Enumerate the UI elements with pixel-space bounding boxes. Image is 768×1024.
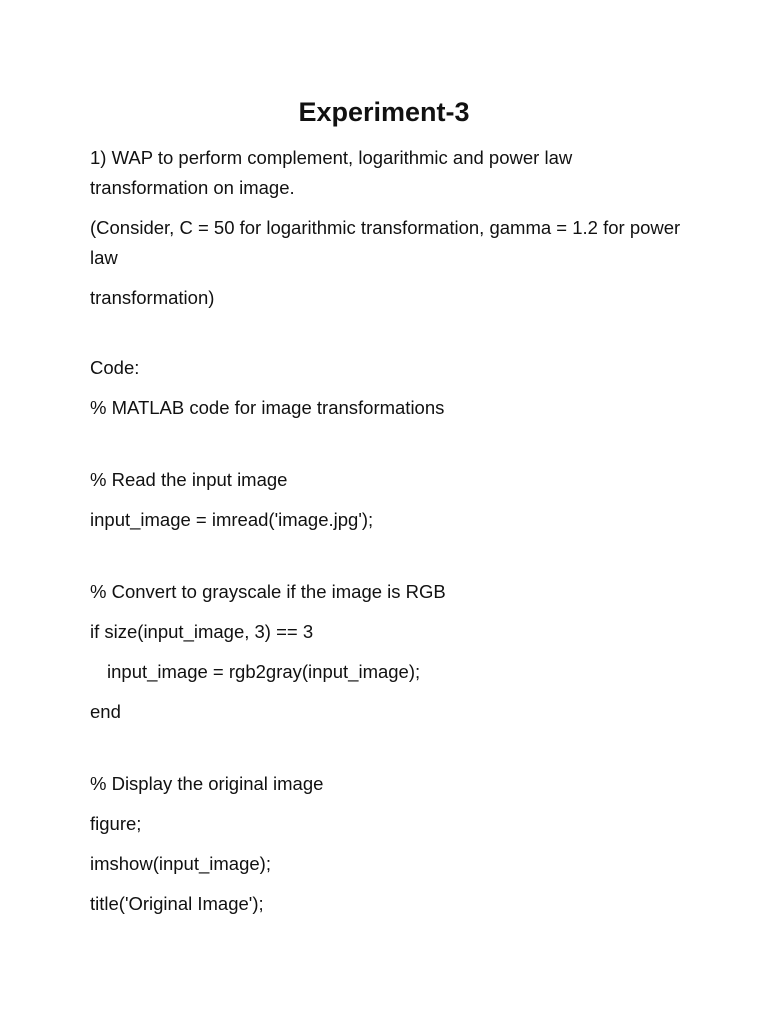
code-line: imshow(input_image); <box>90 853 271 874</box>
code-line: title('Original Image'); <box>90 893 264 914</box>
page-title: Experiment-3 <box>298 97 470 127</box>
code-label: Code: <box>90 357 140 378</box>
code-line: % Display the original image <box>90 773 324 794</box>
consider-text-end: transformation) <box>90 287 215 308</box>
code-line: % Read the input image <box>90 469 288 490</box>
question-text: 1) WAP to perform complement, logarithmic and power law transformation on image. <box>90 147 578 198</box>
code-line: % MATLAB code for image transformations <box>90 397 445 418</box>
consider-text: (Consider, C = 50 for logarithmic transformation, gamma = 1.2 for power law <box>90 217 686 268</box>
code-line: input_image = rgb2gray(input_image); <box>107 661 421 682</box>
document-body <box>90 143 690 919</box>
code-line: end <box>90 701 121 722</box>
code-line: % Convert to grayscale if the image is RGB <box>90 581 446 602</box>
code-line: if size(input_image, 3) == 3 <box>90 621 314 642</box>
code-line: input_image = imread('image.jpg'); <box>90 509 374 530</box>
code-line: figure; <box>90 813 142 834</box>
